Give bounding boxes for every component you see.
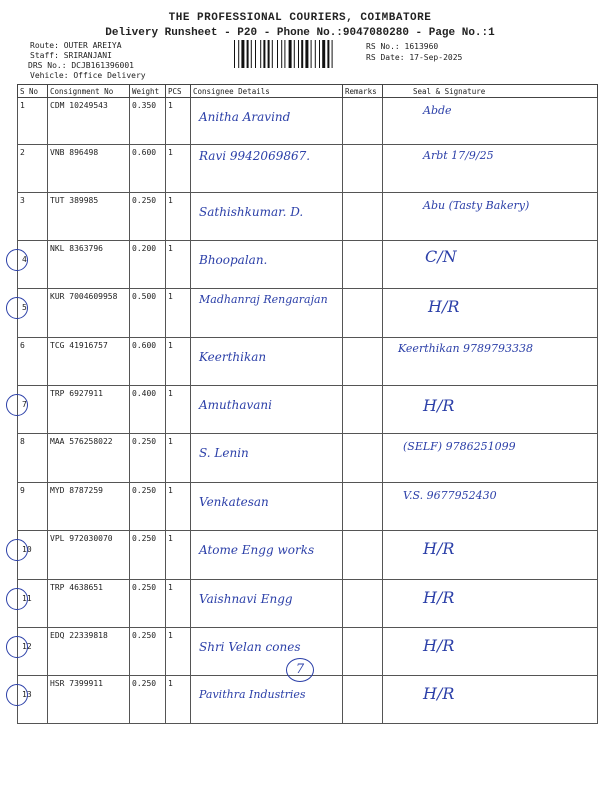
pcs-cell (166, 98, 191, 145)
sno-cell-text: 13 (22, 690, 32, 699)
consignment-cell (48, 580, 130, 628)
signature-cell (383, 676, 598, 724)
pcs-cell-text: 1 (168, 148, 173, 157)
signature-handwriting: Abu (Tasty Bakery) (423, 199, 530, 212)
sno-cell (18, 193, 48, 241)
table-row (18, 145, 598, 193)
signature-cell (383, 289, 598, 338)
pcs-cell (166, 676, 191, 724)
weight-cell (130, 676, 166, 724)
col-pcs: PCS (166, 85, 191, 98)
sno-cell-text: 2 (20, 148, 25, 157)
sno-cell-text: 1 (20, 101, 25, 110)
weight-cell-text: 0.200 (132, 244, 157, 253)
remarks-cell (343, 241, 383, 289)
pcs-cell (166, 289, 191, 338)
vehicle-label: Vehicle: Office Delivery (30, 71, 146, 80)
pcs-cell-text: 1 (168, 486, 173, 495)
weight-cell (130, 386, 166, 434)
consignment-cell (48, 289, 130, 338)
weight-cell-text: 0.250 (132, 437, 157, 446)
sno-cell-text: 7 (22, 400, 27, 409)
consignee-handwriting: Madhanraj Rengarajan (199, 293, 328, 306)
runsheet-subtitle: Delivery Runsheet - P20 - Phone No.:9047080280 - Page No.:1 (105, 27, 495, 39)
pcs-cell-text: 1 (168, 679, 173, 688)
signature-cell (383, 193, 598, 241)
signature-handwriting: (SELF) 9786251099 (403, 440, 516, 453)
signature-cell (383, 434, 598, 483)
consignee-cell (191, 483, 343, 531)
table-row (18, 193, 598, 241)
pcs-cell-text: 1 (168, 292, 173, 301)
remarks-cell (343, 338, 383, 386)
weight-cell-text: 0.350 (132, 101, 157, 110)
pcs-cell (166, 531, 191, 580)
sno-cell (18, 580, 48, 628)
remarks-cell (343, 628, 383, 676)
col-consignment: Consignment No (48, 85, 130, 98)
col-signature: Seal & Signature (383, 85, 598, 98)
pcs-cell-text: 1 (168, 437, 173, 446)
signature-cell (383, 580, 598, 628)
signature-handwriting: H/R (423, 539, 455, 558)
consignment-cell (48, 386, 130, 434)
consignee-handwriting: Pavithra Industries (199, 688, 306, 701)
drs-label: DRS No.: DCJB161396001 (28, 61, 134, 70)
pcs-cell-text: 1 (168, 341, 173, 350)
table-row (18, 434, 598, 483)
consignment-cell (48, 483, 130, 531)
consignment-cell-text: MAA 576258022 (50, 437, 113, 446)
signature-handwriting: Keerthikan 9789793338 (398, 342, 534, 355)
signature-cell (383, 628, 598, 676)
sno-cell-text: 11 (22, 594, 32, 603)
consignment-cell (48, 193, 130, 241)
signature-handwriting: H/R (423, 588, 455, 607)
remarks-cell (343, 98, 383, 145)
sno-cell-text: 3 (20, 196, 25, 205)
sno-cell (18, 289, 48, 338)
consignee-cell (191, 98, 343, 145)
barcode (232, 40, 360, 68)
rs-date: RS Date: 17-Sep-2025 (366, 53, 463, 62)
remarks-cell (343, 386, 383, 434)
weight-cell (130, 98, 166, 145)
consignment-cell (48, 531, 130, 580)
sno-cell-text: 9 (20, 486, 25, 495)
consignment-cell-text: EDQ 22339818 (50, 631, 108, 640)
consignee-handwriting: Atome Engg works (199, 543, 315, 557)
company-title: THE PROFESSIONAL COURIERS, COIMBATORE (168, 12, 432, 24)
consignee-cell (191, 145, 343, 193)
signature-handwriting: V.S. 9677952430 (403, 489, 497, 502)
sno-cell (18, 241, 48, 289)
pcs-cell-text: 1 (168, 583, 173, 592)
weight-cell-text: 0.400 (132, 389, 157, 398)
signature-handwriting: C/N (425, 247, 457, 266)
signature-handwriting: H/R (423, 684, 455, 703)
consignment-cell-text: CDM 10249543 (50, 101, 108, 110)
col-sno: S No (18, 85, 48, 98)
sno-circle-mark (6, 684, 28, 706)
consignee-cell (191, 531, 343, 580)
weight-cell (130, 628, 166, 676)
sno-circle-mark (6, 394, 28, 416)
sno-cell (18, 434, 48, 483)
consignment-cell-text: TRP 4638651 (50, 583, 103, 592)
consignment-cell (48, 628, 130, 676)
consignee-handwriting: Sathishkumar. D. (199, 205, 304, 219)
sno-circle-mark (6, 249, 28, 271)
remarks-cell (343, 434, 383, 483)
sno-cell (18, 338, 48, 386)
weight-cell-text: 0.250 (132, 196, 157, 205)
col-consignee: Consignee Details (191, 85, 343, 98)
table-row (18, 289, 598, 338)
weight-cell-text: 0.250 (132, 534, 157, 543)
table-row (18, 531, 598, 580)
consignee-cell (191, 338, 343, 386)
consignee-handwriting: Ravi 9942069867. (199, 149, 311, 163)
weight-cell-text: 0.500 (132, 292, 157, 301)
sno-cell-text: 5 (22, 303, 27, 312)
consignee-handwriting: Shri Velan cones (199, 640, 301, 654)
sno-cell (18, 145, 48, 193)
weight-cell-text: 0.600 (132, 341, 157, 350)
pcs-cell (166, 145, 191, 193)
col-weight: Weight (130, 85, 166, 98)
sno-cell (18, 483, 48, 531)
pcs-cell-text: 1 (168, 389, 173, 398)
weight-cell-text: 0.600 (132, 148, 157, 157)
consignee-cell (191, 580, 343, 628)
table-row (18, 338, 598, 386)
pcs-cell-text: 1 (168, 244, 173, 253)
consignment-cell (48, 145, 130, 193)
weight-cell (130, 145, 166, 193)
weight-cell-text: 0.250 (132, 631, 157, 640)
page-mark: 7 (286, 658, 314, 682)
remarks-cell (343, 580, 383, 628)
pcs-cell-text: 1 (168, 196, 173, 205)
consignee-cell (191, 386, 343, 434)
pcs-cell (166, 193, 191, 241)
weight-cell (130, 193, 166, 241)
pcs-cell-text: 1 (168, 101, 173, 110)
sno-circle-mark (6, 636, 28, 658)
remarks-cell (343, 531, 383, 580)
consignment-cell-text: VNB 896498 (50, 148, 99, 157)
consignee-handwriting: Vaishnavi Engg (199, 592, 293, 606)
consignee-handwriting: Anitha Aravind (199, 110, 291, 124)
sno-cell (18, 676, 48, 724)
signature-handwriting: Arbt 17/9/25 (423, 149, 494, 162)
consignee-handwriting: Venkatesan (199, 495, 269, 509)
rs-info (366, 41, 462, 63)
table-header (18, 85, 598, 98)
weight-cell-text: 0.250 (132, 583, 157, 592)
sno-cell-text: 10 (22, 545, 32, 554)
sno-cell-text: 12 (22, 642, 32, 651)
pcs-cell (166, 483, 191, 531)
table-row (18, 386, 598, 434)
weight-cell-text: 0.250 (132, 679, 157, 688)
consignee-handwriting: Amuthavani (199, 398, 272, 412)
pcs-cell-text: 1 (168, 534, 173, 543)
consignment-cell (48, 676, 130, 724)
consignee-handwriting: Bhoopalan. (199, 253, 268, 267)
runsheet-table (17, 84, 598, 724)
consignment-cell (48, 338, 130, 386)
consignment-cell-text: TRP 6927911 (50, 389, 103, 398)
signature-handwriting: H/R (423, 396, 455, 415)
sno-cell (18, 98, 48, 145)
table-row (18, 241, 598, 289)
sno-cell-text: 4 (22, 255, 27, 264)
signature-cell (383, 98, 598, 145)
consignment-cell-text: MYD 8787259 (50, 486, 103, 495)
sno-cell-text: 6 (20, 341, 25, 350)
pcs-cell (166, 628, 191, 676)
remarks-cell (343, 483, 383, 531)
pcs-cell-text: 1 (168, 631, 173, 640)
consignment-cell-text: NKL 8363796 (50, 244, 103, 253)
weight-cell (130, 434, 166, 483)
sno-cell (18, 386, 48, 434)
consignee-cell (191, 628, 343, 676)
remarks-cell (343, 676, 383, 724)
consignment-cell-text: HSR 7399911 (50, 679, 103, 688)
route-info (30, 41, 146, 81)
consignment-cell (48, 241, 130, 289)
consignment-cell-text: TCG 41916757 (50, 341, 108, 350)
signature-cell (383, 241, 598, 289)
weight-cell (130, 531, 166, 580)
consignee-handwriting: S. Lenin (199, 446, 249, 460)
signature-cell (383, 483, 598, 531)
signature-handwriting: H/R (423, 636, 455, 655)
weight-cell-text: 0.250 (132, 486, 157, 495)
sno-circle-mark (6, 588, 28, 610)
consignee-cell (191, 241, 343, 289)
consignment-cell-text: TUT 389985 (50, 196, 99, 205)
staff-label: Staff: SRIRANJANI (30, 51, 112, 60)
weight-cell (130, 483, 166, 531)
consignment-cell (48, 434, 130, 483)
pcs-cell (166, 580, 191, 628)
weight-cell (130, 289, 166, 338)
col-remarks: Remarks (343, 85, 383, 98)
sno-circle-mark (6, 539, 28, 561)
rs-number: RS No.: 1613960 (366, 42, 439, 51)
weight-cell (130, 580, 166, 628)
consignee-handwriting: Keerthikan (199, 350, 267, 364)
signature-cell (383, 145, 598, 193)
route-label: Route: OUTER AREIYA (30, 41, 122, 50)
signature-cell (383, 386, 598, 434)
pcs-cell (166, 241, 191, 289)
consignee-cell (191, 193, 343, 241)
table-row (18, 676, 598, 724)
sno-circle-mark (6, 297, 28, 319)
sno-cell (18, 628, 48, 676)
pcs-cell (166, 386, 191, 434)
remarks-cell (343, 145, 383, 193)
table-row (18, 483, 598, 531)
consignment-cell-text: KUR 7004609958 (50, 292, 118, 301)
pcs-cell (166, 338, 191, 386)
signature-handwriting: H/R (428, 297, 460, 316)
signature-handwriting: Abde (423, 104, 452, 117)
table-row (18, 580, 598, 628)
signature-cell (383, 531, 598, 580)
consignee-cell (191, 434, 343, 483)
table-row (18, 98, 598, 145)
sno-cell (18, 531, 48, 580)
consignment-cell-text: VPL 972030070 (50, 534, 113, 543)
weight-cell (130, 338, 166, 386)
consignment-cell (48, 98, 130, 145)
consignee-cell (191, 289, 343, 338)
sno-cell-text: 8 (20, 437, 25, 446)
pcs-cell (166, 434, 191, 483)
weight-cell (130, 241, 166, 289)
remarks-cell (343, 193, 383, 241)
signature-cell (383, 338, 598, 386)
consignee-cell (191, 676, 343, 724)
remarks-cell (343, 289, 383, 338)
